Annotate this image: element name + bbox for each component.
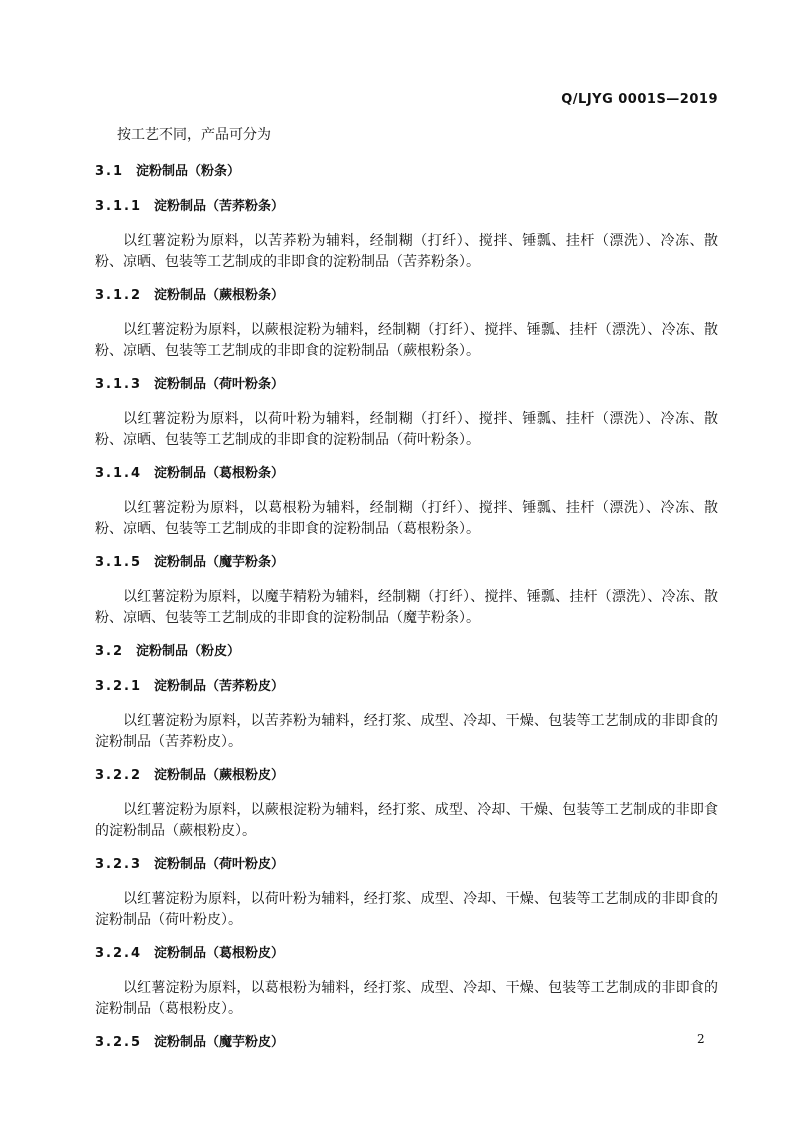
section-paragraph: 以红薯淀粉为原料，以蕨根淀粉为辅料，经制糊（打纤）、搅拌、锤瓢、挂杆（漂洗）、冷冻、散粉、凉晒、包装等工艺制成的非即食的淀粉制品（蕨根粉条）。 [95, 322, 718, 359]
section-heading [95, 765, 718, 787]
section-number: 3.1.1 [95, 199, 143, 214]
section-title: 淀粉制品（荷叶粉条） [154, 377, 285, 392]
section-number: 3.1.5 [95, 555, 143, 570]
section-title: 淀粉制品（荷叶粉皮） [154, 857, 285, 872]
section-heading [95, 552, 718, 574]
section-title: 淀粉制品（魔芋粉皮） [154, 1035, 285, 1050]
section-number: 3.2.5 [95, 1035, 143, 1050]
section-number: 3.1.4 [95, 466, 143, 481]
section-title: 淀粉制品（葛根粉条） [154, 466, 285, 481]
section-paragraph: 以红薯淀粉为原料，以荷叶粉为辅料，经打浆、成型、冷却、干燥、包装等工艺制成的非即食的淀粉制品（荷叶粉皮）。 [95, 891, 718, 928]
section-number: 3.2.4 [95, 946, 143, 961]
section-paragraph: 以红薯淀粉为原料，以葛根粉为辅料，经打浆、成型、冷却、干燥、包装等工艺制成的非即食的淀粉制品（葛根粉皮）。 [95, 980, 718, 1017]
section-heading [95, 943, 718, 965]
section-number: 3.2 [95, 644, 125, 659]
section-title: 淀粉制品（蕨根粉条） [154, 288, 285, 303]
section-heading [95, 161, 718, 183]
section-paragraph: 以红薯淀粉为原料，以苦荞粉为辅料，经打浆、成型、冷却、干燥、包装等工艺制成的非即食的淀粉制品（苦荞粉皮）。 [95, 713, 718, 750]
section-title: 淀粉制品（魔芋粉条） [154, 555, 285, 570]
section-heading [95, 374, 718, 396]
section-heading [95, 676, 718, 698]
section-title: 淀粉制品（葛根粉皮） [154, 946, 285, 961]
section-number: 3.1.2 [95, 288, 143, 303]
section-title: 淀粉制品（粉条） [136, 164, 241, 179]
section-heading [95, 1032, 718, 1054]
section-heading [95, 285, 718, 307]
section-heading [95, 854, 718, 876]
section-paragraph: 以红薯淀粉为原料，以蕨根淀粉为辅料，经打浆、成型、冷却、干燥、包装等工艺制成的非即食的淀粉制品（蕨根粉皮）。 [95, 802, 718, 839]
section-heading [95, 463, 718, 485]
section-number: 3.1 [95, 164, 125, 179]
section-title: 淀粉制品（蕨根粉皮） [154, 768, 285, 783]
section-number: 3.2.3 [95, 857, 143, 872]
section-title: 淀粉制品（苦荞粉皮） [154, 679, 285, 694]
intro-text: 按工艺不同，产品可分为 [117, 127, 271, 143]
section-paragraph: 以红薯淀粉为原料，以魔芋精粉为辅料，经制糊（打纤）、搅拌、锤瓢、挂杆（漂洗）、冷冻、散粉、凉晒、包装等工艺制成的非即食的淀粉制品（魔芋粉条）。 [95, 589, 718, 626]
section-number: 3.2.2 [95, 768, 143, 783]
standard-code: Q/LJYG 0001S—2019 [561, 92, 718, 107]
section-heading [95, 641, 718, 663]
section-heading [95, 196, 718, 218]
section-list [95, 161, 718, 1054]
section-title: 淀粉制品（苦荞粉条） [154, 199, 285, 214]
section-paragraph: 以红薯淀粉为原料，以苦荞粉为辅料，经制糊（打纤）、搅拌、锤瓢、挂杆（漂洗）、冷冻、散粉、凉晒、包装等工艺制成的非即食的淀粉制品（苦荞粉条）。 [95, 233, 718, 270]
section-number: 3.2.1 [95, 679, 143, 694]
page-number: 2 [697, 1032, 705, 1046]
document-body [95, 124, 718, 1067]
section-paragraph: 以红薯淀粉为原料，以葛根粉为辅料，经制糊（打纤）、搅拌、锤瓢、挂杆（漂洗）、冷冻、散粉、凉晒、包装等工艺制成的非即食的淀粉制品（葛根粉条）。 [95, 500, 718, 537]
section-paragraph: 以红薯淀粉为原料，以荷叶粉为辅料，经制糊（打纤）、搅拌、锤瓢、挂杆（漂洗）、冷冻、散粉、凉晒、包装等工艺制成的非即食的淀粉制品（荷叶粉条）。 [95, 411, 718, 448]
section-number: 3.1.3 [95, 377, 143, 392]
section-title: 淀粉制品（粉皮） [136, 644, 241, 659]
